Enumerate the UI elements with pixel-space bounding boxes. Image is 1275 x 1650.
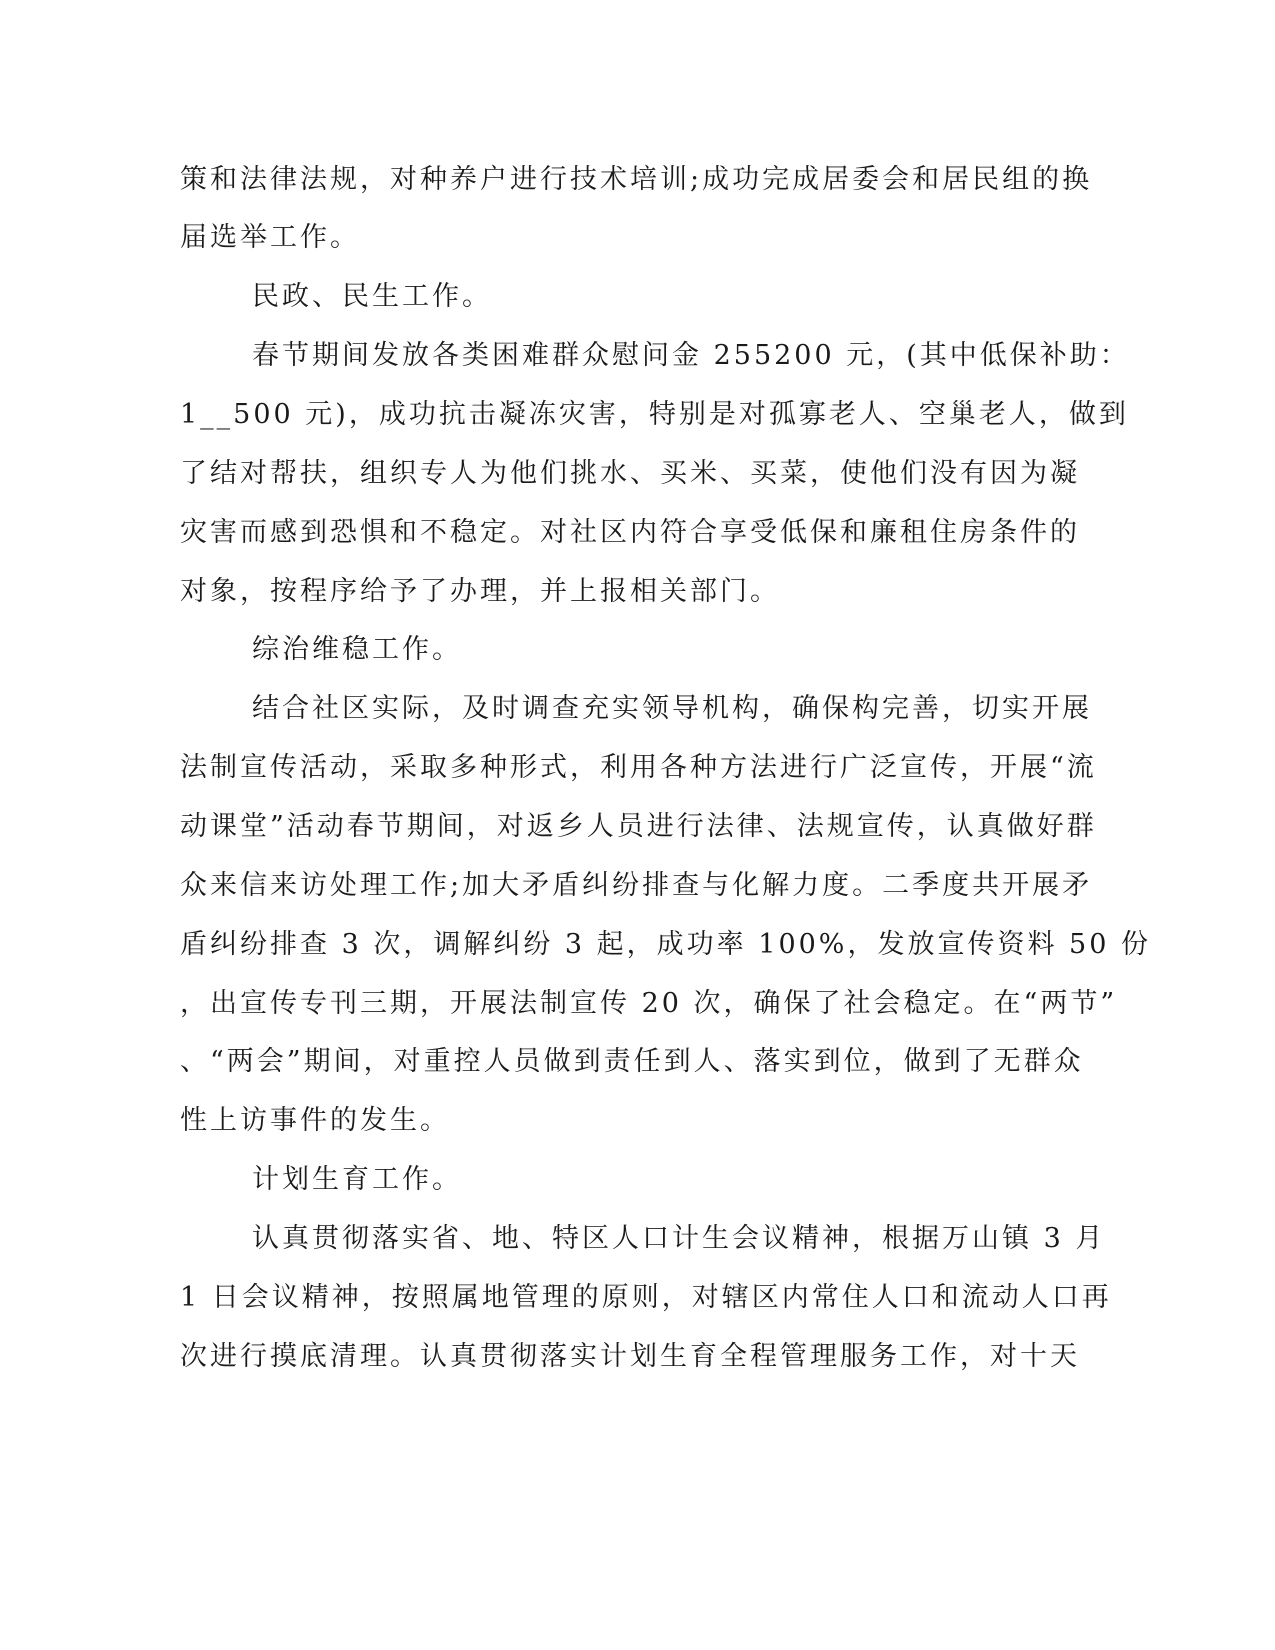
text-line: 结合社区实际，及时调查充实领导机构，确保构完善，切实开展 [252, 693, 1092, 724]
text-line: 届选举工作。 [180, 222, 360, 253]
text-line: 性上访事件的发生。 [180, 1105, 450, 1136]
text-line: 次进行摸底清理。认真贯彻落实计划生育全程管理服务工作，对十天 [180, 1341, 1080, 1372]
text-line: 动课堂”活动春节期间，对返乡人员进行法律、法规宣传，认真做好群 [180, 811, 1097, 842]
text-line: 了结对帮扶，组织专人为他们挑水、买米、买菜，使他们没有因为凝 [180, 458, 1080, 489]
text-line: 策和法律法规，对种养户进行技术培训;成功完成居委会和居民组的换 [180, 164, 1093, 195]
text-line: ，出宣传专刊三期，开展法制宣传 20 次，确保了社会稳定。在“两节” [180, 988, 1118, 1019]
text-line: 法制宣传活动，采取多种形式，利用各种方法进行广泛宣传，开展“流 [180, 752, 1097, 783]
text-line: 灾害而感到恐惧和不稳定。对社区内符合享受低保和廉租住房条件的 [180, 517, 1080, 548]
section-heading: 民政、民生工作。 [252, 281, 492, 312]
text-line: 1__500 元)，成功抗击凝冻灾害，特别是对孤寡老人、空巢老人，做到 [180, 399, 1129, 430]
section-heading: 综治维稳工作。 [252, 634, 462, 665]
text-line: 春节期间发放各类困难群众慰问金 255200 元，(其中低保补助： [252, 340, 1130, 371]
text-line: 盾纠纷排查 3 次，调解纠纷 3 起，成功率 100%，发放宣传资料 50 份 [180, 929, 1151, 960]
text-line: 、“两会”期间，对重控人员做到责任到人、落实到位，做到了无群众 [180, 1046, 1084, 1077]
section-heading: 计划生育工作。 [252, 1164, 462, 1195]
text-line: 认真贯彻落实省、地、特区人口计生会议精神，根据万山镇 3 月 [252, 1223, 1106, 1254]
text-line: 众来信来访处理工作;加大矛盾纠纷排查与化解力度。二季度共开展矛 [180, 870, 1093, 901]
text-line: 对象，按程序给予了办理，并上报相关部门。 [180, 576, 780, 607]
text-line: 1 日会议精神，按照属地管理的原则，对辖区内常住人口和流动人口再 [180, 1282, 1112, 1313]
